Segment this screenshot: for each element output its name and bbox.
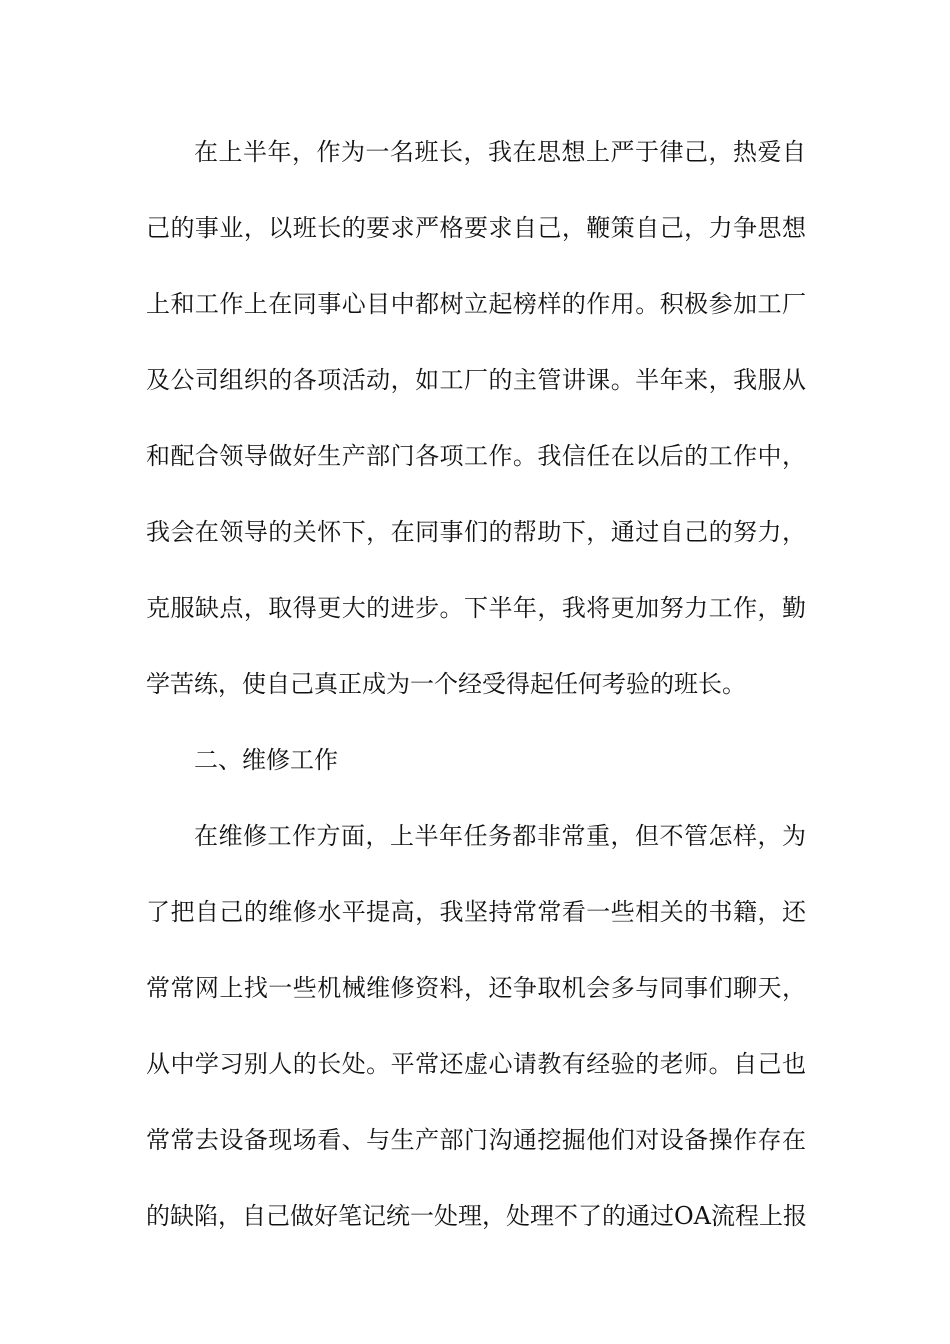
text-line: 了把自己的维修水平提高，我坚持常常看一些相关的书籍，还 (146, 898, 806, 926)
text-line: 己的事业，以班长的要求严格要求自己，鞭策自己，力争思想 (146, 214, 806, 242)
text-line: 上和工作上在同事心目中都树立起榜样的作用。积极参加工厂 (146, 290, 806, 318)
text-line: 在上半年，作为一名班长，我在思想上严于律己，热爱自 (194, 138, 806, 166)
body-text (146, 128, 806, 1268)
text-line: 常常网上找一些机械维修资料，还争取机会多与同事们聊天， (146, 974, 806, 1002)
text-line: 在维修工作方面，上半年任务都非常重，但不管怎样，为 (194, 822, 806, 850)
text-line: 常常去设备现场看、与生产部门沟通挖掘他们对设备操作存在 (146, 1126, 806, 1154)
text-line: 学苦练，使自己真正成为一个经受得起任何考验的班长。 (146, 670, 746, 698)
text-line: 从中学习别人的长处。平常还虚心请教有经验的老师。自己也 (146, 1050, 806, 1078)
text-line: 我会在领导的关怀下，在同事们的帮助下，通过自己的努力， (146, 518, 806, 546)
text-line: 克服缺点，取得更大的进步。下半年，我将更加努力工作，勤 (146, 594, 806, 622)
text-line: 的缺陷，自己做好笔记统一处理，处理不了的通过OA流程上报 (146, 1202, 808, 1230)
text-line: 及公司组织的各项活动，如工厂的主管讲课。半年来，我服从 (146, 366, 806, 394)
text-line: 和配合领导做好生产部门各项工作。我信任在以后的工作中， (146, 442, 806, 470)
section-heading: 二、维修工作 (194, 746, 338, 774)
